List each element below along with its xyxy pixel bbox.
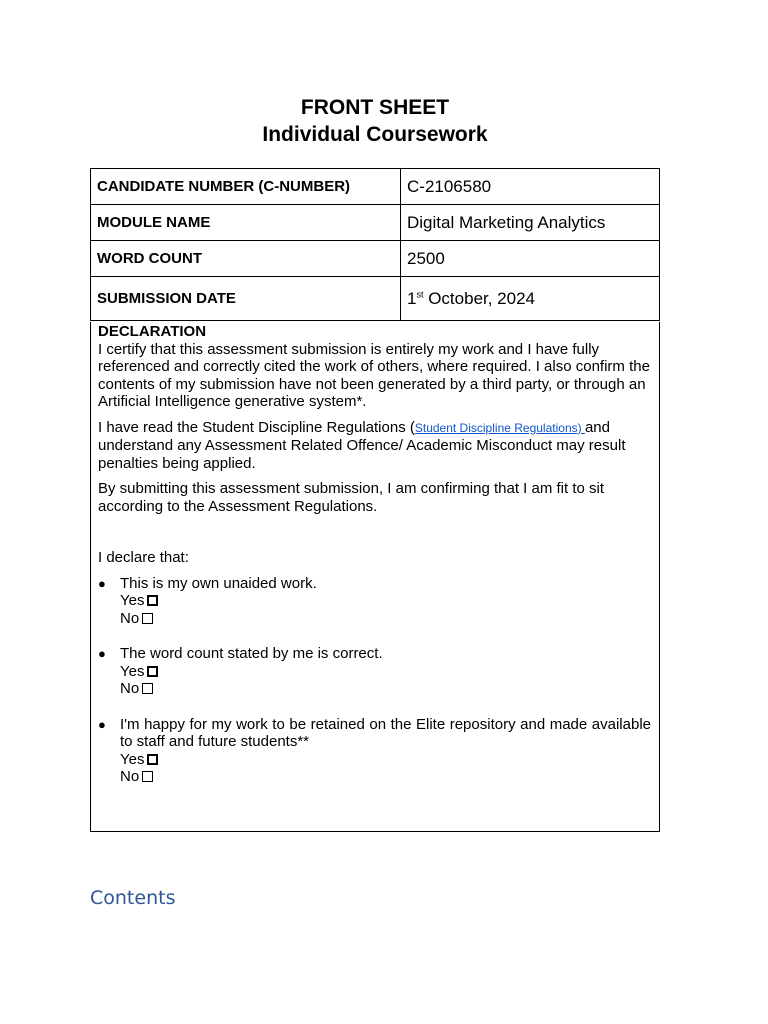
- module-name-label: MODULE NAME: [91, 205, 401, 241]
- bullet-icon: ●: [98, 575, 106, 591]
- declaration-title: DECLARATION: [98, 323, 207, 340]
- table-row: [91, 205, 660, 241]
- word-count-label: WORD COUNT: [91, 241, 401, 277]
- para2-after: and understand any Assessment Related Offence/ Academic Misconduct may result penalties being applied.: [98, 418, 626, 472]
- yes-checkbox[interactable]: [147, 595, 158, 606]
- document-subtitle: Individual Coursework: [262, 123, 488, 146]
- list-item: [98, 645, 651, 698]
- bullet-icon: ●: [98, 716, 106, 732]
- yes-label: Yes: [120, 750, 145, 768]
- table-row: [91, 169, 660, 205]
- date-suffix: st: [416, 288, 424, 299]
- title-block: [0, 94, 768, 148]
- yes-checkbox[interactable]: [147, 666, 158, 677]
- declaration-paragraph-1: I certify that this assessment submission is entirely my work and I have fully referenced and correctly cited the work of others, where required. I also confirm the contents of my submission have not been generated by a third party, or through an Artificial Intelligence generative system*.: [98, 340, 650, 410]
- date-rest: October, 2024: [423, 288, 536, 308]
- no-option: [120, 680, 651, 698]
- table-row: [91, 241, 660, 277]
- candidate-number-value: C-2106580: [401, 169, 660, 205]
- yes-checkbox[interactable]: [147, 754, 158, 765]
- para2-before: I have read the Student Discipline Regulations (: [98, 418, 415, 436]
- date-day: 1: [407, 288, 417, 308]
- no-checkbox[interactable]: [142, 683, 153, 694]
- no-option: [120, 610, 651, 628]
- item-text: The word count stated by me is correct.: [120, 645, 383, 662]
- no-label: No: [120, 680, 140, 697]
- module-name-value: Digital Marketing Analytics: [401, 205, 660, 241]
- declaration-items: [98, 575, 651, 786]
- yes-label: Yes: [120, 592, 145, 609]
- no-label: No: [120, 609, 140, 627]
- declaration-paragraph-3: By submitting this assessment submission, I am confirming that I am fit to sit according to the Assessment Regulations.: [98, 480, 605, 515]
- list-item: [98, 716, 651, 786]
- no-checkbox[interactable]: [142, 771, 153, 782]
- regulations-link[interactable]: Student Discipline Regulations): [414, 420, 585, 435]
- declaration-section: [90, 322, 660, 832]
- no-checkbox[interactable]: [142, 613, 153, 624]
- contents-heading: Contents: [90, 887, 176, 909]
- item-text: This is my own unaided work.: [120, 574, 317, 592]
- list-item: [98, 575, 651, 628]
- no-option: [120, 768, 651, 786]
- yes-label: Yes: [120, 662, 145, 680]
- submission-date-value: [401, 277, 660, 321]
- declaration-paragraph-2: [98, 419, 651, 473]
- declare-that: I declare that:: [98, 549, 189, 566]
- yes-option: [120, 663, 651, 681]
- info-table: [90, 168, 660, 321]
- table-row: [91, 277, 660, 321]
- item-text: I'm happy for my work to be retained on the Elite repository and made available to staff and future students**: [120, 715, 651, 750]
- yes-option: [120, 751, 651, 769]
- yes-option: [120, 592, 651, 610]
- bullet-icon: ●: [98, 646, 106, 661]
- submission-date-label: SUBMISSION DATE: [91, 277, 401, 321]
- candidate-number-label: CANDIDATE NUMBER (C-NUMBER): [91, 169, 401, 205]
- no-label: No: [120, 768, 140, 785]
- document-title: FRONT SHEET: [300, 96, 450, 119]
- word-count-value: 2500: [401, 241, 660, 277]
